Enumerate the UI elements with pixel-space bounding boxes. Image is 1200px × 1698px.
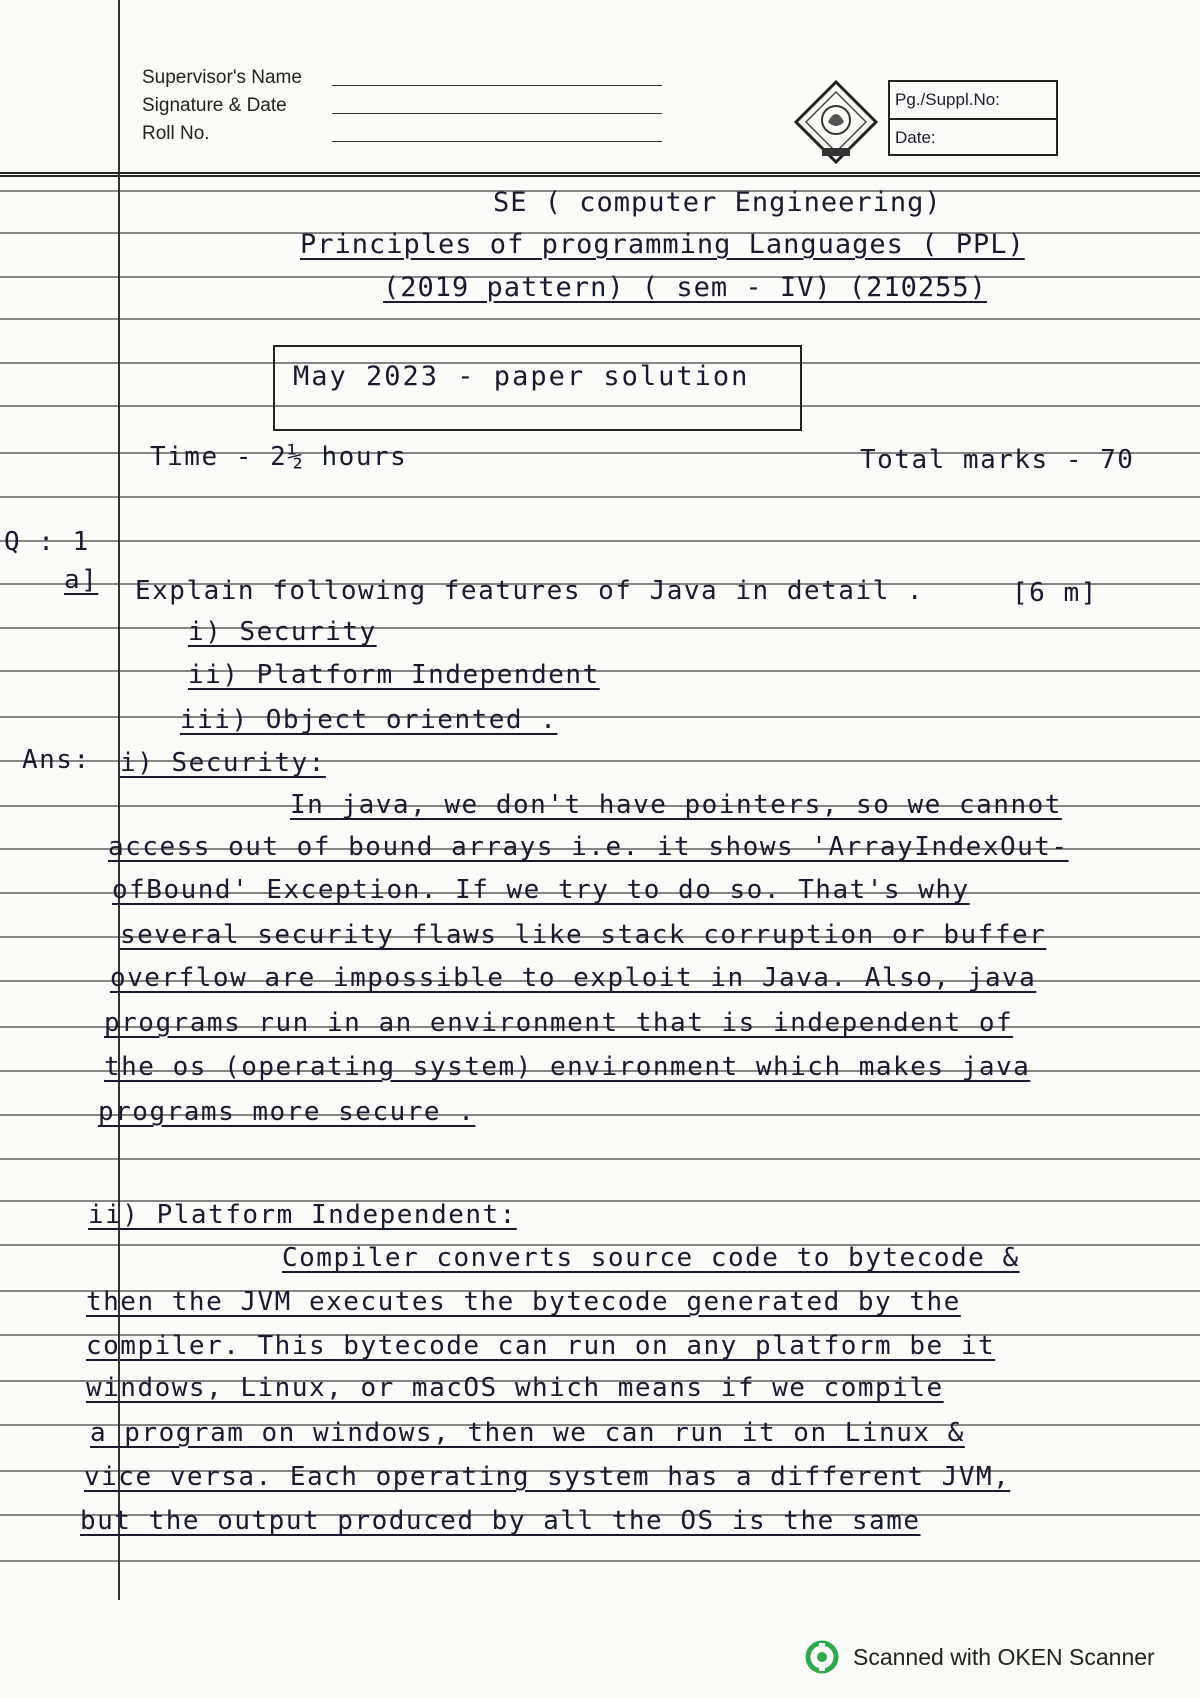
answer-line: vice versa. Each operating system has a different JVM, bbox=[84, 1462, 1011, 1492]
total-marks: Total marks - 70 bbox=[860, 445, 1135, 475]
answer-line: windows, Linux, or macOS which means if we compile bbox=[86, 1373, 944, 1403]
ruled-line bbox=[0, 496, 1200, 498]
answer-line: ofBound' Exception. If we try to do so. That's why bbox=[112, 875, 970, 905]
section-heading: i) Security: bbox=[120, 748, 326, 778]
answer-line: overflow are impossible to exploit in Java. Also, java bbox=[110, 963, 1037, 993]
university-logo-icon bbox=[790, 78, 882, 166]
question-part: a] bbox=[64, 565, 99, 595]
answer-line: In java, we don't have pointers, so we cannot bbox=[290, 790, 1062, 820]
question-text: Explain following features of Java in detail . bbox=[135, 576, 925, 606]
supervisor-label: Supervisor's Name bbox=[142, 67, 302, 88]
page-number-box bbox=[888, 80, 1058, 156]
answer-line: the os (operating system) environment which makes java bbox=[104, 1052, 1031, 1082]
ruled-line bbox=[0, 540, 1200, 542]
subject-title: Principles of programming Languages ( PPL) bbox=[300, 229, 1025, 260]
answer-line: then the JVM executes the bytecode generated by the bbox=[86, 1287, 961, 1317]
ruled-line bbox=[0, 1158, 1200, 1160]
answer-label: Ans: bbox=[22, 745, 91, 775]
question-item: iii) Object oriented . bbox=[180, 705, 558, 735]
ruled-line bbox=[0, 318, 1200, 320]
signature-label: Signature & Date bbox=[142, 95, 287, 116]
answer-line: a program on windows, then we can run it on Linux & bbox=[90, 1418, 965, 1448]
question-item: ii) Platform Independent bbox=[188, 660, 600, 690]
paper-title-box bbox=[273, 345, 802, 431]
time-label: Time - 2½ hours bbox=[150, 442, 408, 472]
scanner-logo-icon bbox=[805, 1640, 839, 1674]
scanner-text: Scanned with OKEN Scanner bbox=[853, 1643, 1155, 1670]
question-marks: [6 m] bbox=[1012, 578, 1098, 608]
ruled-line bbox=[0, 670, 1200, 672]
signature-field bbox=[332, 99, 662, 114]
ruled-line bbox=[0, 1560, 1200, 1562]
ruled-line bbox=[0, 175, 1200, 177]
paper-title: May 2023 - paper solution bbox=[293, 361, 750, 392]
roll-label: Roll No. bbox=[142, 123, 210, 144]
scanner-watermark bbox=[805, 1640, 1155, 1674]
answer-line: but the output produced by all the OS is the same bbox=[80, 1506, 921, 1536]
date-label: Date: bbox=[890, 118, 1056, 154]
answer-line: programs more secure . bbox=[98, 1097, 476, 1127]
supervisor-field bbox=[332, 71, 662, 86]
section-heading: ii) Platform Independent: bbox=[88, 1200, 517, 1230]
page-no-label: Pg./Suppl.No: bbox=[895, 90, 1000, 109]
question-number: Q : 1 bbox=[4, 527, 90, 557]
ruled-line bbox=[0, 172, 1200, 174]
course-title: SE ( computer Engineering) bbox=[493, 187, 942, 218]
answer-line: Compiler converts source code to bytecode & bbox=[282, 1243, 1020, 1273]
answer-line: programs run in an environment that is independent of bbox=[104, 1008, 1014, 1038]
answer-line: compiler. This bytecode can run on any platform be it bbox=[86, 1331, 996, 1361]
roll-field bbox=[332, 127, 662, 142]
pattern-title: (2019 pattern) ( sem - IV) (210255) bbox=[383, 272, 987, 303]
answer-line: several security flaws like stack corruption or buffer bbox=[120, 920, 1047, 950]
ruled-line bbox=[0, 627, 1200, 629]
header-form bbox=[142, 64, 662, 148]
answer-line: access out of bound arrays i.e. it shows 'ArrayIndexOut- bbox=[108, 832, 1069, 862]
question-item: i) Security bbox=[188, 617, 377, 647]
